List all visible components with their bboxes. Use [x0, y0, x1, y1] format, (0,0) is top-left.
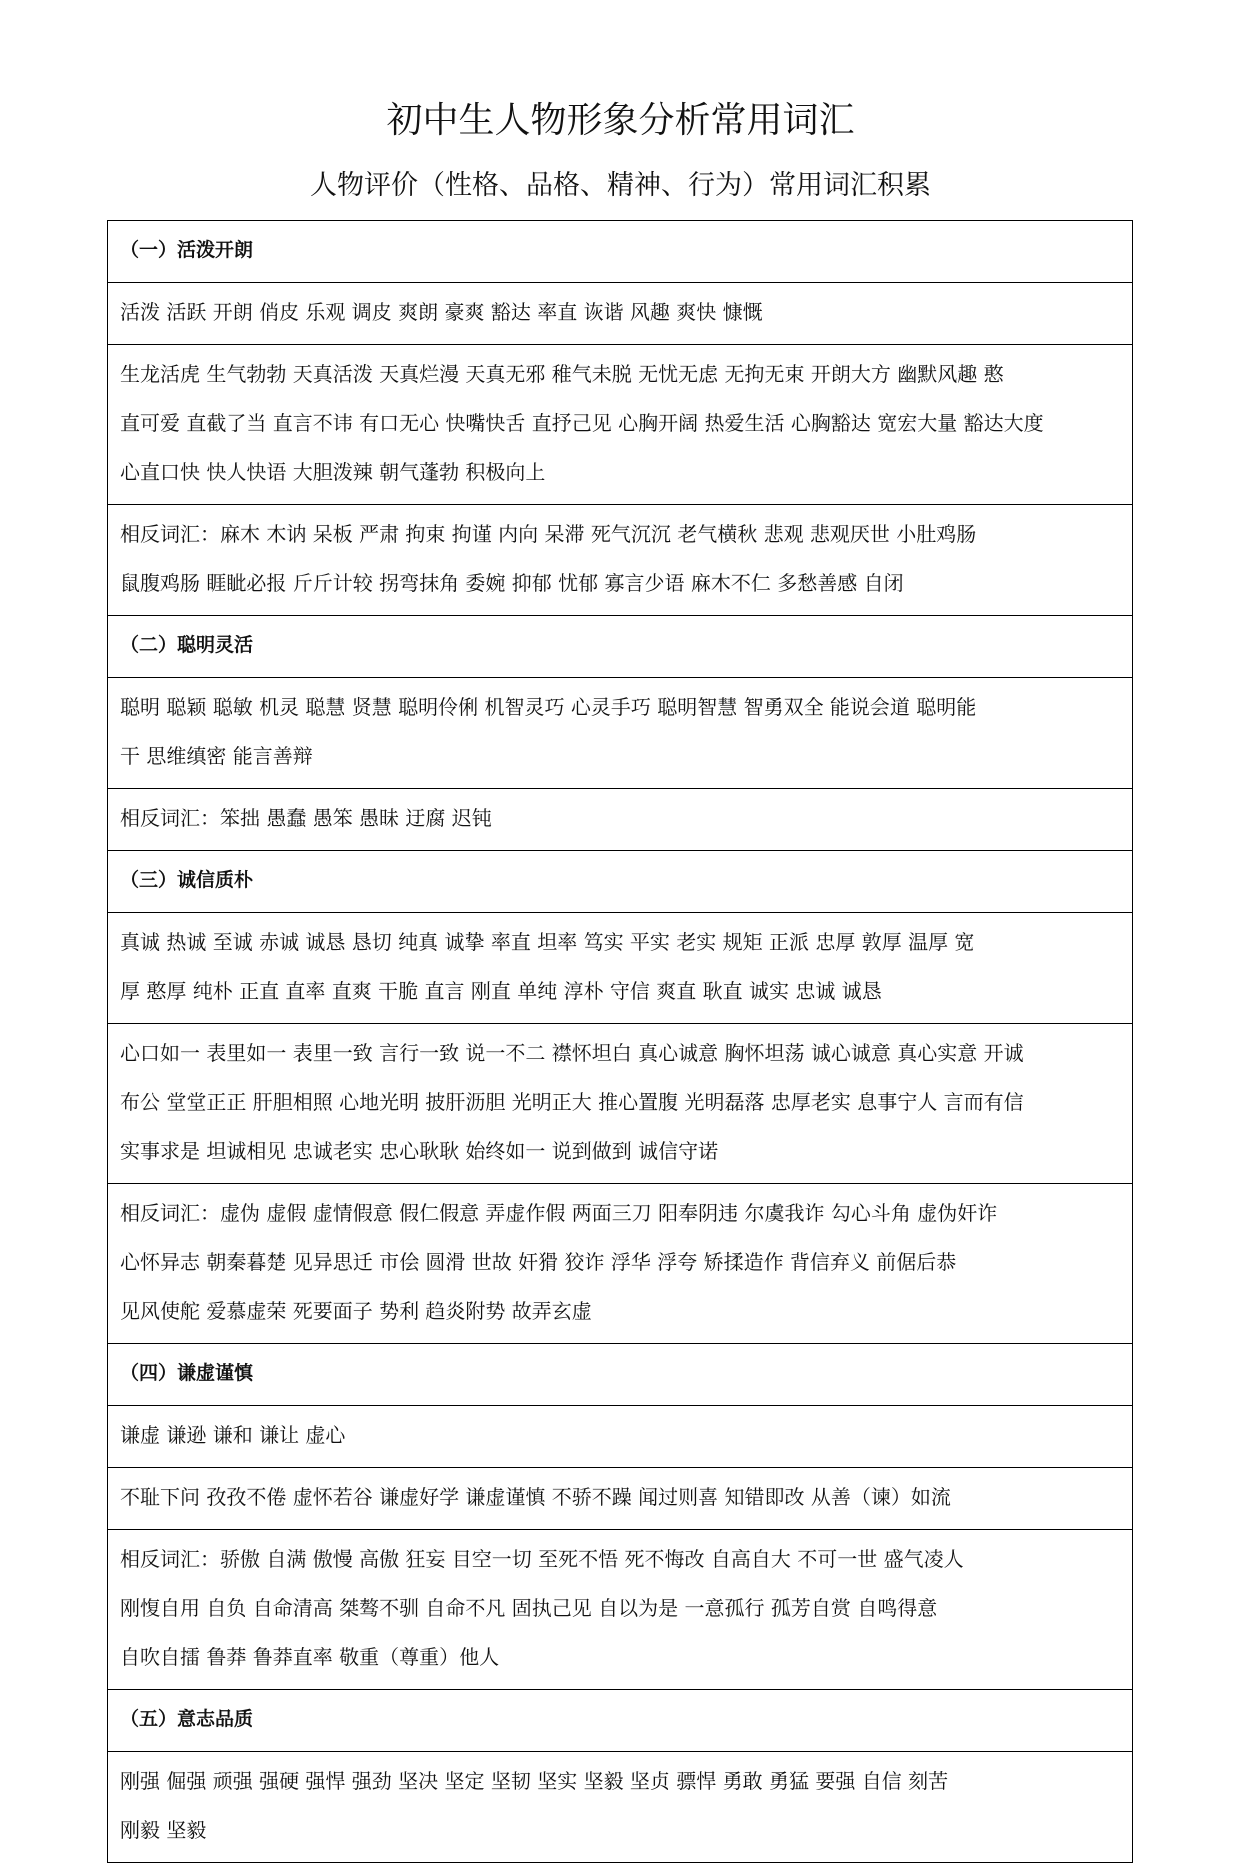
word-line: 刚强 倔强 顽强 强硬 强悍 强劲 坚决 坚定 坚韧 坚实 坚毅 坚贞 骠悍 勇敢 勇猛 要强 自信 刻苦 — [120, 1769, 949, 1793]
word-line: 相反词汇：笨拙 愚蠢 愚笨 愚昧 迂腐 迟钝 — [120, 806, 492, 830]
word-line: 刚毅 坚毅 — [120, 1818, 207, 1842]
word-row — [108, 282, 1132, 344]
word-row — [108, 1023, 1132, 1183]
word-line: 见风使舵 爱慕虚荣 死要面子 势利 趋炎附势 故弄玄虚 — [120, 1299, 592, 1323]
antonym-row — [108, 504, 1132, 615]
word-line: 聪明 聪颖 聪敏 机灵 聪慧 贤慧 聪明伶俐 机智灵巧 心灵手巧 聪明智慧 智勇双全 能说会道 聪明能 — [120, 695, 977, 719]
word-row — [108, 1751, 1132, 1862]
word-line: 心怀异志 朝秦暮楚 见异思迁 市侩 圆滑 世故 奸猾 狡诈 浮华 浮夸 矫揉造作 背信弃义 前倨后恭 — [120, 1250, 957, 1274]
section-heading: （五）意志品质 — [108, 1689, 1132, 1751]
antonym-row — [108, 788, 1132, 850]
word-line: 活泼 活跃 开朗 俏皮 乐观 调皮 爽朗 豪爽 豁达 率直 诙谐 风趣 爽快 慷慨 — [120, 300, 763, 324]
word-line: 实事求是 坦诚相见 忠诚老实 忠心耿耿 始终如一 说到做到 诚信守诺 — [120, 1139, 719, 1163]
word-line: 直可爱 直截了当 直言不讳 有口无心 快嘴快舌 直抒己见 心胸开阔 热爱生活 心胸豁达 宽宏大量 豁达大度 — [120, 411, 1044, 435]
word-line: 相反词汇：麻木 木讷 呆板 严肃 拘束 拘谨 内向 呆滞 死气沉沉 老气横秋 悲观 悲观厌世 小肚鸡肠 — [120, 522, 977, 546]
word-line: 相反词汇：骄傲 自满 傲慢 高傲 狂妄 目空一切 至死不悟 死不悔改 自高自大 不可一世 盛气凌人 — [120, 1547, 964, 1571]
word-line: 生龙活虎 生气勃勃 天真活泼 天真烂漫 天真无邪 稚气未脱 无忧无虑 无拘无束 开朗大方 幽默风趣 憨 — [120, 362, 1004, 386]
word-line: 不耻下问 孜孜不倦 虚怀若谷 谦虚好学 谦虚谨慎 不骄不躁 闻过则喜 知错即改 从善（谏）如流 — [120, 1485, 951, 1509]
section-heading: （三）诚信质朴 — [108, 850, 1132, 912]
page-subtitle: 人物评价（性格、品格、精神、行为）常用词汇积累 — [310, 170, 931, 201]
word-line: 布公 堂堂正正 肝胆相照 心地光明 披肝沥胆 光明正大 推心置腹 光明磊落 忠厚老实 息事宁人 言而有信 — [120, 1090, 1024, 1114]
word-line: 真诚 热诚 至诚 赤诚 诚恳 恳切 纯真 诚挚 率直 坦率 笃实 平实 老实 规矩 正派 忠厚 敦厚 温厚 宽 — [120, 930, 975, 954]
antonym-row — [108, 1183, 1132, 1343]
section-heading: （四）谦虚谨慎 — [108, 1343, 1132, 1405]
word-line: 厚 憨厚 纯朴 正直 直率 直爽 干脆 直言 刚直 单纯 淳朴 守信 爽直 耿直 诚实 忠诚 诚恳 — [120, 979, 882, 1003]
word-row — [108, 677, 1132, 788]
page-title: 初中生人物形象分析常用词汇 — [386, 100, 855, 141]
word-line: 鼠腹鸡肠 睚眦必报 斤斤计较 拐弯抹角 委婉 抑郁 忧郁 寡言少语 麻木不仁 多愁善感 自闭 — [120, 571, 904, 595]
word-line: 干 思维缜密 能言善辩 — [120, 744, 313, 768]
section-heading: （二）聪明灵活 — [108, 615, 1132, 677]
word-line: 自吹自擂 鲁莽 鲁莽直率 敬重（尊重）他人 — [120, 1645, 500, 1669]
vocabulary-table — [107, 220, 1133, 1863]
word-line: 心口如一 表里如一 表里一致 言行一致 说一不二 襟怀坦白 真心诚意 胸怀坦荡 诚心诚意 真心实意 开诚 — [120, 1041, 1024, 1065]
word-row — [108, 1405, 1132, 1467]
antonym-row — [108, 1529, 1132, 1689]
word-row — [108, 344, 1132, 504]
word-line: 谦虚 谦逊 谦和 谦让 虚心 — [120, 1423, 346, 1447]
word-line: 心直口快 快人快语 大胆泼辣 朝气蓬勃 积极向上 — [120, 460, 546, 484]
section-heading: （一）活泼开朗 — [120, 239, 254, 261]
word-row — [108, 1467, 1132, 1529]
word-row — [108, 912, 1132, 1023]
word-line: 相反词汇：虚伪 虚假 虚情假意 假仁假意 弄虚作假 两面三刀 阳奉阴违 尔虞我诈 勾心斗角 虚伪奸诈 — [120, 1201, 998, 1225]
word-line: 刚愎自用 自负 自命清高 桀骜不驯 自命不凡 固执己见 自以为是 一意孤行 孤芳自赏 自鸣得意 — [120, 1596, 938, 1620]
